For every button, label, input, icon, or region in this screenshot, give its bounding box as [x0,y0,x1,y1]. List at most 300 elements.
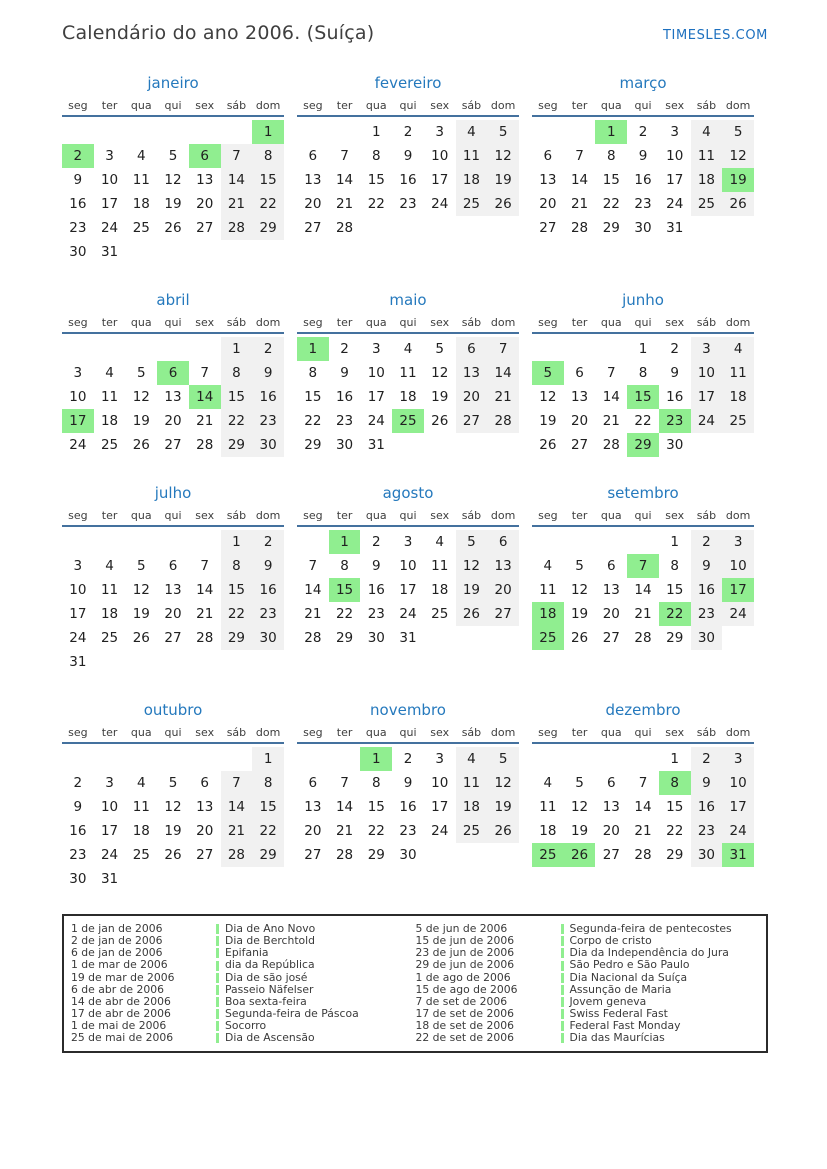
day-cell: 19 [539,413,557,429]
legend-holiday-name [561,959,690,971]
legend-holiday-label: Swiss Federal Fast [569,1007,668,1021]
legend-holiday-name [216,959,315,971]
day-cell: 19 [132,606,150,622]
day-cell: 12 [431,365,449,381]
day-cell: 16 [399,172,417,188]
legend-date: 29 de jun de 2006 [415,958,515,972]
day-cell: 8 [340,558,349,574]
day-cell: 1 [221,530,253,554]
day-cell: 17 [431,172,449,188]
day-cell: 17 [431,799,449,815]
holiday-color-bar [216,936,219,946]
empty-cell [189,337,221,361]
day-cell: 13 [164,389,182,405]
day-cell: 5 [136,365,146,381]
day-cell: 24 [431,196,449,212]
empty-cell [627,747,659,771]
days-grid [62,337,284,457]
holiday-day-cell: 8 [659,771,691,795]
holiday-color-bar [216,948,219,958]
day-cell: 17 [100,196,119,212]
holiday-color-bar [561,961,564,971]
empty-cell [297,530,329,554]
day-cell: 10 [666,148,684,164]
day-cell: 23 [399,196,417,212]
day-cell: 20 [487,578,519,602]
day-cell: 31 [367,437,385,453]
day-cell: 2 [340,341,349,357]
day-cell: 27 [570,437,589,453]
day-cell: 4 [543,775,553,791]
holiday-day-cell: 7 [627,554,659,578]
weekday-label: ter [101,726,118,739]
day-cell: 9 [403,148,413,164]
day-cell: 24 [100,847,119,863]
day-cell: 25 [456,192,488,216]
day-cell: 4 [136,775,146,791]
day-cell: 24 [666,196,684,212]
holiday-color-bar [216,1021,219,1031]
day-cell: 15 [602,172,620,188]
legend-date: 15 de ago de 2006 [415,982,518,996]
day-cell: 12 [570,582,589,598]
day-cell: 13 [456,361,488,385]
day-cell: 4 [456,747,488,771]
day-cell: 9 [340,365,349,381]
weekday-label: seg [303,316,323,329]
day-cell: 24 [691,409,723,433]
day-cell: 6 [200,775,209,791]
day-cell: 7 [487,337,519,361]
site-link[interactable]: TIMESLES.COM [662,28,768,43]
weekday-label: qui [634,509,652,522]
empty-cell [532,337,564,361]
holiday-legend [62,914,768,1053]
weekday-label: seg [538,99,558,112]
day-cell: 21 [335,823,354,839]
weekday-label: ter [571,509,588,522]
day-cell: 8 [638,365,648,381]
day-cell: 21 [196,606,214,622]
legend-holiday-label: Segunda-feira de Páscoa [225,1007,359,1021]
day-cell: 11 [399,365,417,381]
legend-holiday-label: Federal Fast Monday [569,1019,681,1033]
holiday-day-cell: 1 [329,530,361,554]
day-cell: 24 [399,606,417,622]
legend-holiday-label: Dia das Maurícias [569,1031,665,1045]
day-cell: 10 [69,582,87,598]
day-cell: 23 [252,602,284,626]
holiday-color-bar [216,924,219,934]
weekday-label: dom [725,509,751,522]
day-cell: 28 [570,220,589,236]
weekday-header-row [297,509,519,527]
weekday-label: qua [365,99,387,112]
day-cell: 1 [371,124,381,140]
day-cell: 20 [602,823,620,839]
holiday-color-bar [561,1021,564,1031]
day-cell: 12 [164,172,182,188]
day-cell: 8 [670,558,679,574]
day-cell: 3 [670,124,679,140]
day-cell: 27 [164,630,182,646]
day-cell: 11 [691,144,723,168]
empty-cell [94,120,126,144]
day-cell: 14 [634,799,652,815]
weekday-label: sex [195,509,215,522]
day-cell: 30 [69,244,87,260]
day-cell: 8 [308,365,318,381]
day-cell: 16 [252,578,284,602]
month-fevereiro [297,74,519,264]
day-cell: 26 [132,630,150,646]
day-cell: 6 [543,148,553,164]
day-cell: 13 [487,554,519,578]
day-cell: 30 [252,626,284,650]
month-title: março [619,74,667,92]
legend-date: 1 de ago de 2006 [415,970,511,984]
legend-date: 6 de jan de 2006 [71,946,163,960]
day-cell: 7 [340,148,349,164]
weekday-label: qua [600,316,622,329]
weekday-label: qui [399,509,417,522]
day-cell: 2 [403,124,413,140]
weekday-label: qua [130,726,152,739]
day-cell: 29 [252,843,284,867]
day-cell: 9 [73,799,83,815]
empty-cell [62,530,94,554]
day-cell: 23 [634,196,652,212]
day-cell: 6 [456,337,488,361]
legend-date: 18 de set de 2006 [415,1019,514,1033]
day-cell: 22 [634,413,652,429]
day-cell: 7 [200,365,209,381]
day-cell: 26 [132,437,150,453]
legend-holiday-label: Dia de Ano Novo [225,922,316,935]
day-cell: 18 [132,823,150,839]
holiday-color-bar [216,973,219,983]
legend-entry [416,972,761,984]
month-junho [532,291,754,457]
day-cell: 21 [196,413,214,429]
day-cell: 4 [722,337,754,361]
day-cell: 20 [539,196,557,212]
day-cell: 2 [403,751,413,767]
day-cell: 3 [73,558,83,574]
day-cell: 12 [487,771,519,795]
holiday-day-cell: 1 [252,120,284,144]
empty-cell [532,747,564,771]
legend-holiday-label: Epifania [225,946,269,960]
holiday-color-bar [561,1009,564,1019]
weekday-label: sáb [696,99,717,112]
legend-date: 7 de set de 2006 [415,994,508,1008]
weekday-header-row [532,316,754,334]
empty-cell [157,337,189,361]
day-cell: 26 [164,220,182,236]
day-cell: 6 [487,530,519,554]
legend-holiday-label: Corpo de cristo [569,934,652,948]
month-title: dezembro [605,701,681,719]
day-cell: 1 [638,341,648,357]
day-cell: 28 [487,409,519,433]
day-cell: 22 [252,192,284,216]
legend-date: 19 de mar de 2006 [71,970,175,984]
weekday-label: qua [130,316,152,329]
day-cell: 25 [132,847,150,863]
empty-cell [532,120,564,144]
weekday-label: sáb [696,316,717,329]
weekday-label: sáb [696,726,717,739]
empty-cell [297,747,329,771]
empty-cell [221,120,253,144]
empty-cell [595,337,627,361]
day-cell: 17 [69,606,87,622]
day-cell: 24 [722,819,754,843]
month-title: fevereiro [374,74,442,92]
day-cell: 6 [606,558,616,574]
day-cell: 17 [399,582,417,598]
weekday-label: dom [725,726,751,739]
legend-holiday-label: Jovem geneva [569,994,647,1008]
weekday-label: qui [634,726,652,739]
day-cell: 27 [304,847,322,863]
holiday-color-bar [216,1009,219,1019]
day-cell: 26 [164,847,182,863]
weekday-label: dom [490,509,516,522]
legend-date: 17 de set de 2006 [415,1007,514,1021]
weekday-label: seg [538,316,558,329]
days-grid [532,530,754,650]
day-cell: 5 [136,558,146,574]
legend-date: 22 de set de 2006 [415,1031,514,1045]
month-dezembro [532,701,754,891]
day-cell: 12 [539,389,557,405]
day-cell: 4 [403,341,413,357]
holiday-day-cell: 1 [297,337,329,361]
day-cell: 21 [304,606,322,622]
day-cell: 11 [100,582,119,598]
holiday-day-cell: 2 [62,144,94,168]
day-cell: 7 [308,558,318,574]
day-cell: 26 [570,630,589,646]
day-cell: 11 [722,361,754,385]
day-cell: 5 [168,148,178,164]
day-cell: 24 [69,437,87,453]
day-cell: 27 [196,220,214,236]
day-cell: 24 [431,823,449,839]
weekday-label: qui [399,316,417,329]
holiday-color-bar [561,1033,564,1043]
day-cell: 17 [722,795,754,819]
legend-holiday-label: Dia da Independência do Jura [569,946,729,960]
day-cell: 11 [539,582,557,598]
day-cell: 9 [403,775,413,791]
day-cell: 20 [304,196,322,212]
legend-date: 1 de mar de 2006 [71,958,168,972]
day-cell: 4 [691,120,723,144]
day-cell: 6 [308,775,318,791]
day-cell: 2 [670,341,679,357]
day-cell: 23 [335,413,354,429]
day-cell: 5 [456,530,488,554]
weekday-label: sex [430,99,450,112]
day-cell: 19 [132,413,150,429]
days-grid [297,337,519,457]
weekday-header-row [62,99,284,117]
empty-cell [62,747,94,771]
weekday-label: sex [195,99,215,112]
day-cell: 5 [168,775,178,791]
day-cell: 23 [691,602,723,626]
day-cell: 5 [575,775,584,791]
day-cell: 12 [132,389,150,405]
holiday-day-cell: 31 [722,843,754,867]
day-cell: 14 [221,795,253,819]
weekday-label: qui [634,99,652,112]
day-cell: 17 [691,385,723,409]
legend-date: 17 de abr de 2006 [71,1007,171,1021]
day-cell: 13 [304,799,322,815]
day-cell: 4 [136,148,146,164]
holiday-day-cell: 15 [329,578,361,602]
day-cell: 22 [666,823,684,839]
day-cell: 3 [73,365,83,381]
empty-cell [564,530,596,554]
month-outubro [62,701,284,891]
day-cell: 8 [252,771,284,795]
weekday-label: dom [490,99,516,112]
holiday-color-bar [561,936,564,946]
day-cell: 12 [456,554,488,578]
day-cell: 19 [487,168,519,192]
day-cell: 30 [252,433,284,457]
weekday-label: sex [665,316,685,329]
day-cell: 19 [570,606,589,622]
day-cell: 22 [367,823,385,839]
day-cell: 30 [335,437,354,453]
empty-cell [221,747,253,771]
days-grid [297,747,519,867]
day-cell: 3 [722,530,754,554]
day-cell: 8 [606,148,616,164]
legend-holiday-label: dia da República [225,958,315,972]
weekday-label: sáb [696,509,717,522]
day-cell: 11 [539,799,557,815]
holiday-color-bar [216,1033,219,1043]
month-janeiro [62,74,284,264]
day-cell: 2 [252,530,284,554]
weekday-label: ter [571,316,588,329]
weekday-header-row [297,316,519,334]
day-cell: 22 [335,606,354,622]
day-cell: 18 [399,389,417,405]
weekday-label: qua [600,99,622,112]
day-cell: 14 [221,168,253,192]
legend-holiday-label: Passeio Näfelser [225,982,314,996]
day-cell: 21 [634,606,652,622]
day-cell: 9 [371,558,381,574]
day-cell: 3 [105,148,114,164]
empty-cell [329,747,361,771]
day-cell: 10 [100,799,119,815]
weekday-label: sex [430,509,450,522]
days-grid [297,120,519,240]
legend-entry [71,1032,416,1044]
day-cell: 13 [602,582,620,598]
day-cell: 29 [221,433,253,457]
month-title: abril [156,291,190,309]
empty-cell [62,120,94,144]
empty-cell [157,747,189,771]
day-cell: 2 [638,124,648,140]
holiday-day-cell: 29 [627,433,659,457]
day-cell: 25 [722,409,754,433]
month-title: julho [154,484,192,502]
weekday-label: dom [255,316,281,329]
legend-date: 2 de jan de 2006 [71,934,163,948]
empty-cell [94,530,126,554]
weekday-label: sex [665,726,685,739]
day-cell: 1 [670,751,679,767]
weekday-header-row [532,726,754,744]
day-cell: 7 [221,144,253,168]
weekday-label: ter [336,316,353,329]
day-cell: 18 [722,385,754,409]
empty-cell [595,747,627,771]
day-cell: 20 [456,385,488,409]
day-cell: 11 [132,172,150,188]
day-cell: 17 [666,172,684,188]
day-cell: 28 [196,437,214,453]
holiday-day-cell: 17 [62,409,94,433]
weekday-label: sex [665,509,685,522]
weekday-header-row [532,509,754,527]
day-cell: 25 [100,437,119,453]
day-cell: 11 [456,144,488,168]
day-cell: 31 [666,220,684,236]
day-cell: 27 [539,220,557,236]
day-cell: 15 [666,582,684,598]
weekday-label: qui [164,99,182,112]
weekday-label: sáb [461,316,482,329]
day-cell: 13 [304,172,322,188]
day-cell: 1 [670,534,679,550]
day-cell: 30 [367,630,385,646]
day-cell: 19 [164,823,182,839]
empty-cell [532,530,564,554]
day-cell: 22 [304,413,322,429]
day-cell: 10 [431,148,449,164]
day-cell: 3 [403,534,413,550]
empty-cell [564,747,596,771]
day-cell: 29 [335,630,354,646]
empty-cell [62,337,94,361]
day-cell: 4 [435,534,444,550]
holiday-day-cell: 19 [722,168,754,192]
legend-entry [416,1032,761,1044]
month-março [532,74,754,264]
day-cell: 14 [570,172,589,188]
holiday-color-bar [561,985,564,995]
month-setembro [532,484,754,674]
day-cell: 4 [543,558,553,574]
weekday-label: seg [68,316,88,329]
day-cell: 14 [335,799,354,815]
holiday-day-cell: 23 [659,409,691,433]
day-cell: 28 [634,847,652,863]
day-cell: 25 [431,606,449,622]
